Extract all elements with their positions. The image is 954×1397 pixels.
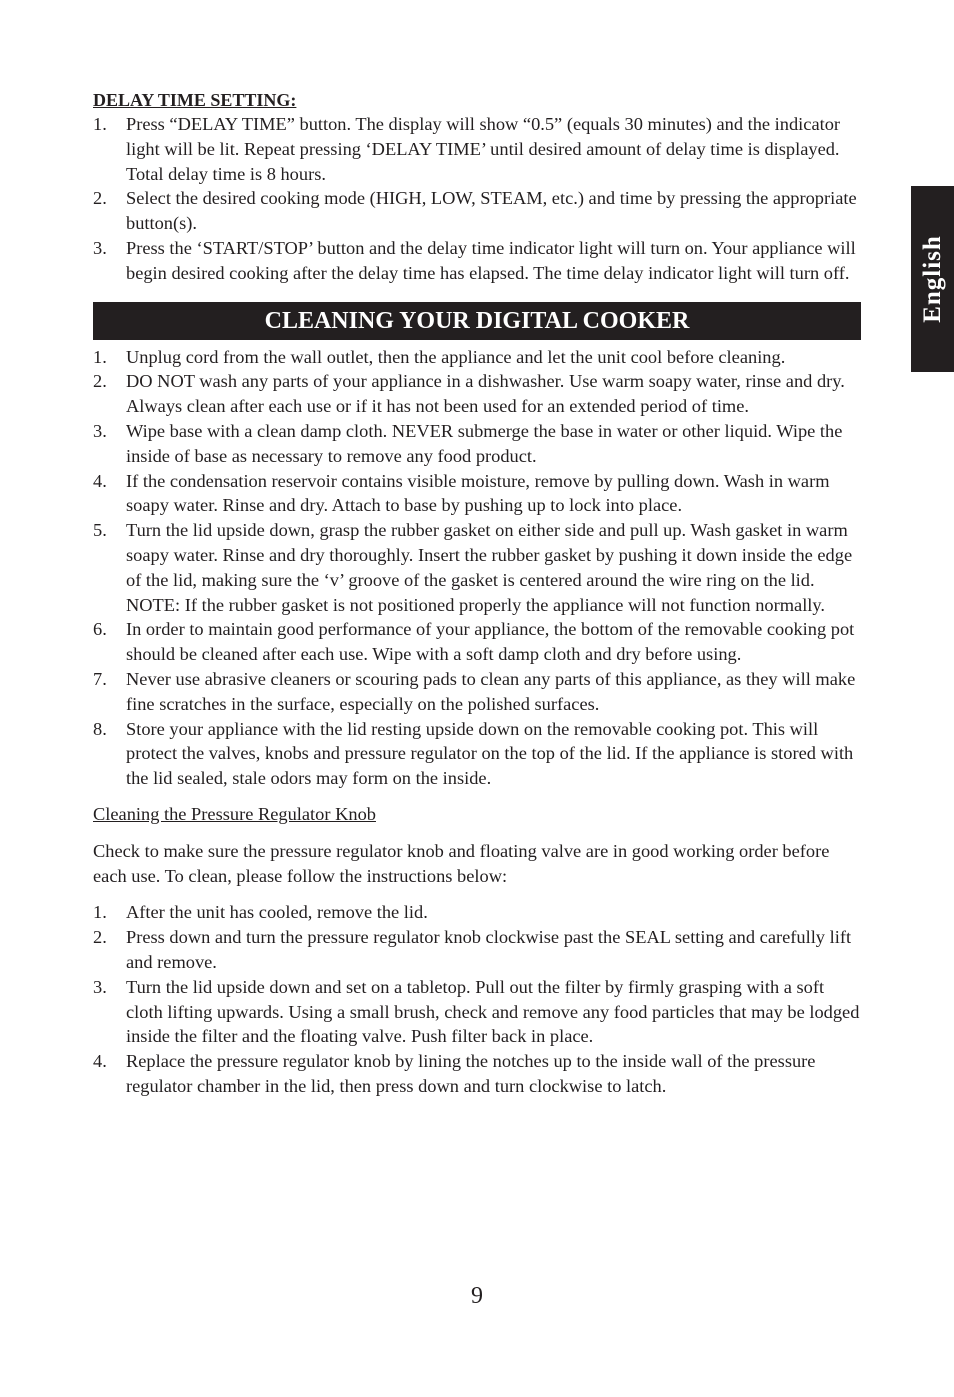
list-item — [93, 469, 861, 519]
step-text: If the condensation reservoir contains visible moisture, remove by pulling down. Wash in warm soapy water. Rinse and dry. Attach to base by pushing up to lock into place. — [126, 470, 830, 516]
step-number: 4. — [93, 470, 107, 491]
step-number: 3. — [93, 237, 107, 258]
step-number: 3. — [93, 420, 107, 441]
step-text: Replace the pressure regulator knob by lining the notches up to the inside wall of the pressure regulator chamber in the lid, then press down and turn clockwise to latch. — [126, 1051, 816, 1096]
list-item — [93, 369, 861, 419]
step-number: 5. — [93, 520, 107, 541]
list-item — [93, 925, 861, 975]
step-number: 4. — [93, 1051, 107, 1072]
step-text: Press down and turn the pressure regulator knob clockwise past the SEAL setting and carefully lift and remove. — [126, 927, 852, 972]
step-text: After the unit has cooled, remove the lid. — [126, 902, 428, 923]
cleaning-section-banner: CLEANING YOUR DIGITAL COOKER — [93, 302, 861, 340]
list-item — [93, 900, 861, 925]
step-text: In order to maintain good performance of your appliance, the bottom of the removable cooking pot should be cleaned after each use. Wipe with a soft damp cloth and dry before using. — [126, 619, 855, 665]
step-text: Turn the lid upside down, grasp the rubber gasket on either side and pull up. Wash gasket in warm soapy water. Rinse and dry thoroughly. Insert the rubber gasket by pushing it down inside the edge of the lid, making sure the ‘v’ groove of the gasket is centered around the wire ring on the lid. NOTE: If the rubber gasket is not positioned properly the appliance will not function normally. — [126, 520, 853, 615]
language-tab — [911, 186, 954, 372]
step-number: 1. — [93, 346, 107, 367]
list-item — [93, 236, 861, 286]
list-item — [93, 518, 861, 617]
regulator-steps — [93, 900, 861, 1098]
page-number: 9 — [471, 1283, 483, 1309]
delay-time-steps — [93, 112, 861, 286]
list-item — [93, 617, 861, 667]
step-number: 7. — [93, 668, 107, 689]
step-text: Store your appliance with the lid resting upside down on the removable cooking pot. This will protect the valves, knobs and pressure regulator on the top of the lid. If the appliance is stored with the lid sealed, stale odors may form on the inside. — [126, 718, 854, 789]
list-item — [93, 345, 861, 370]
language-tab-label: English — [918, 235, 946, 323]
list-item — [93, 975, 861, 1049]
step-number: 2. — [93, 927, 107, 948]
list-item — [93, 419, 861, 469]
step-number: 3. — [93, 976, 107, 997]
step-number: 2. — [93, 371, 107, 392]
list-item — [93, 112, 861, 186]
step-text: Turn the lid upside down and set on a tabletop. Pull out the filter by firmly grasping with a soft cloth lifting upwards. Using a small brush, check and remove any food particles that may be lodged inside the filter and the floating valve. Push filter back in place. — [126, 976, 860, 1047]
regulator-intro: Check to make sure the pressure regulator knob and floating valve are in good working order before each use. To clean, please follow the instructions below: — [93, 840, 830, 886]
step-text: Select the desired cooking mode (HIGH, LOW, STEAM, etc.) and time by pressing the appropriate button(s). — [126, 188, 857, 234]
step-number: 1. — [93, 114, 107, 134]
list-item — [93, 186, 861, 236]
step-number: 2. — [93, 188, 107, 209]
page-content — [93, 88, 861, 1099]
step-number: 6. — [93, 619, 107, 640]
list-item — [93, 1049, 861, 1099]
regulator-subheading: Cleaning the Pressure Regulator Knob — [93, 803, 376, 824]
step-text: Press the ‘START/STOP’ button and the delay time indicator light will turn on. Your appliance will begin desired cooking after the delay time has elapsed. The time delay indicator light will turn off. — [126, 237, 856, 283]
step-number: 1. — [93, 902, 107, 923]
step-text: Wipe base with a clean damp cloth. NEVER submerge the base in water or other liquid. Wipe the inside of base as necessary to remove any food product. — [126, 420, 843, 466]
step-number: 8. — [93, 718, 107, 739]
step-text: Unplug cord from the wall outlet, then the appliance and let the unit cool before cleaning. — [126, 346, 786, 367]
list-item — [93, 667, 861, 717]
step-text: DO NOT wash any parts of your appliance in a dishwasher. Use warm soapy water, rinse and dry. Always clean after each use or if it has not been used for an extended period of time. — [126, 371, 845, 417]
step-text: Press “DELAY TIME” button. The display will show “0.5” (equals 30 minutes) and the indicator light will be lit. Repeat pressing ‘DELAY TIME’ until desired amount of delay time is displayed. Total delay time is 8 hours. — [126, 114, 841, 184]
cleaning-steps — [93, 345, 861, 791]
step-text: Never use abrasive cleaners or scouring pads to clean any parts of this appliance, as they will make fine scratches in the surface, especially on the polished surfaces. — [126, 668, 856, 714]
delay-time-heading: DELAY TIME SETTING: — [93, 90, 297, 110]
list-item — [93, 717, 861, 791]
